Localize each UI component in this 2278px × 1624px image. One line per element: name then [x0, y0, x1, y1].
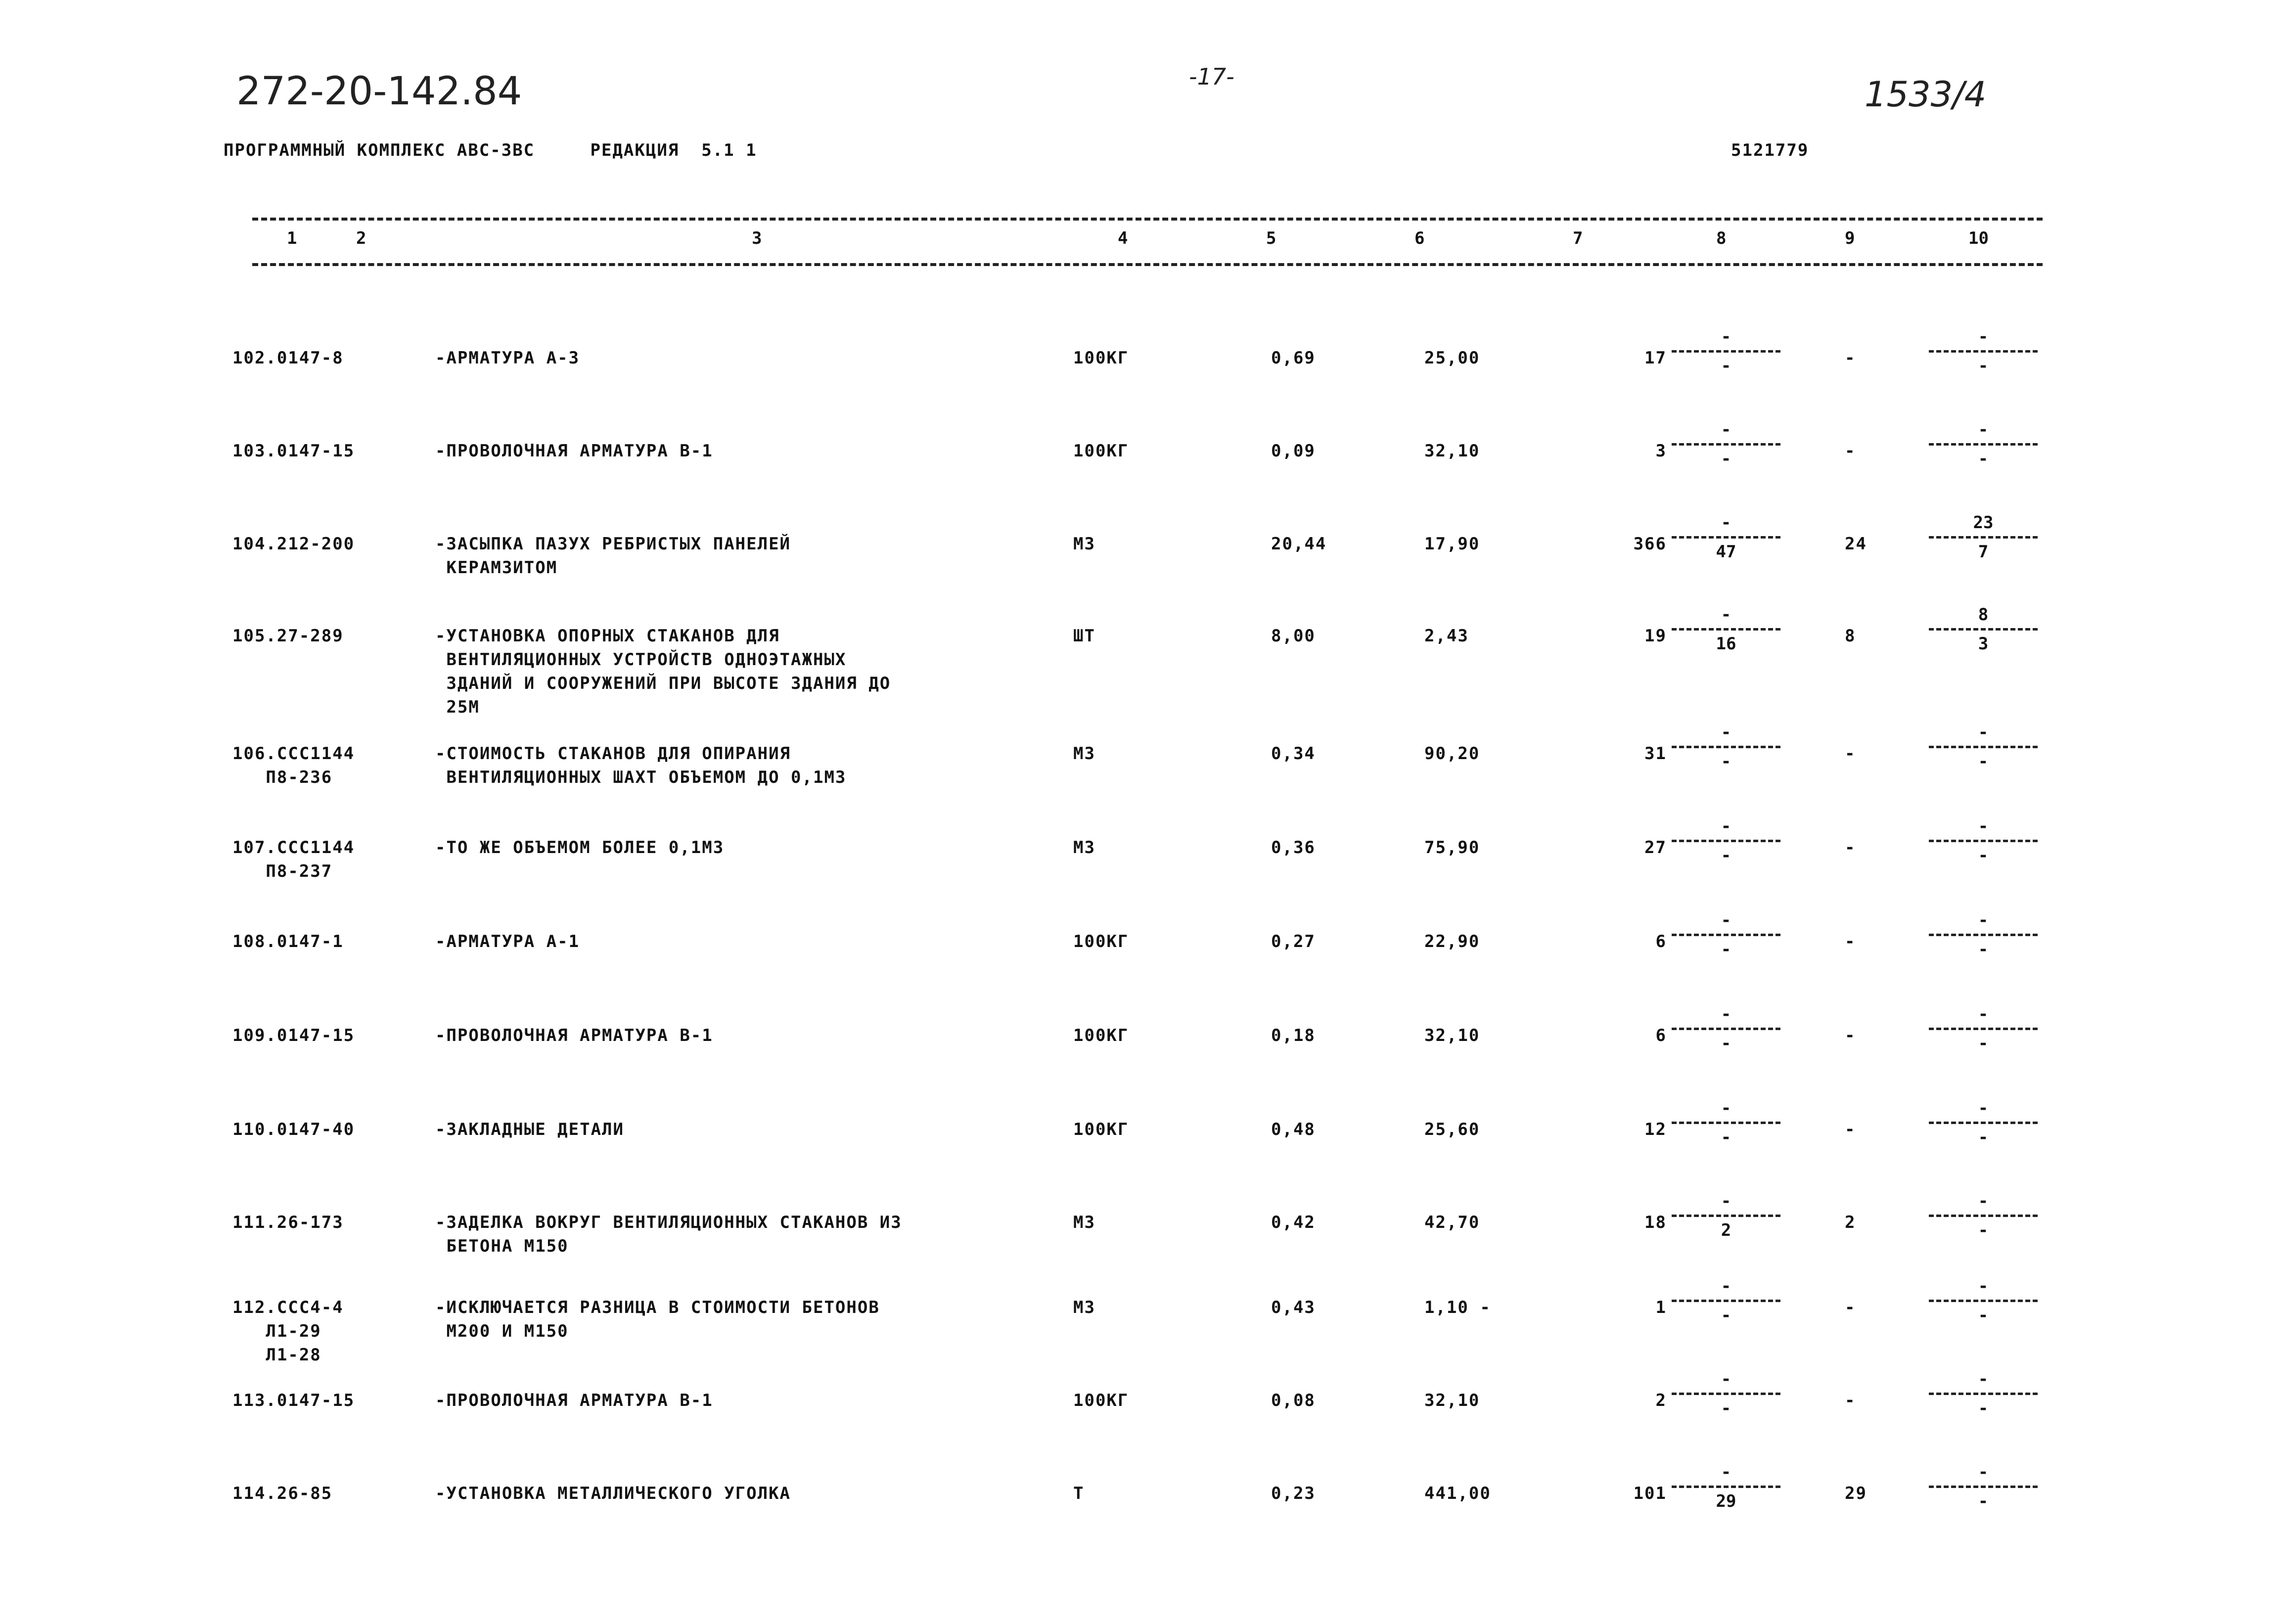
row-code: 108.0147-1: [232, 932, 344, 951]
row-code: 111.26-173: [232, 1213, 344, 1232]
row-col9: -: [1845, 838, 1856, 857]
col-8: 8: [1716, 228, 1727, 248]
row-total: 2: [1655, 1391, 1667, 1410]
row-price: 42,70: [1424, 1213, 1480, 1232]
row-description: -ТО ЖЕ ОБЪЕМОМ БОЛЕЕ 0,1М3: [435, 838, 725, 857]
row-price: 25,60: [1424, 1120, 1480, 1139]
col8-fraction: - 2: [1672, 1191, 1780, 1241]
col-4: 4: [1118, 228, 1128, 248]
col10-fraction: - -: [1929, 326, 2038, 376]
row-description: -АРМАТУРА А-1: [435, 932, 580, 951]
col8-fraction: - -: [1672, 1276, 1780, 1326]
col8-fraction: - -: [1672, 1004, 1780, 1054]
row-description: -ЗАДЕЛКА ВОКРУГ ВЕНТИЛЯЦИОННЫХ СТАКАНОВ ИЗ БЕТОНА М150: [435, 1213, 902, 1256]
row-total: 31: [1644, 744, 1667, 764]
row-description: -ПРОВОЛОЧНАЯ АРМАТУРА В-1: [435, 441, 713, 461]
col-10: 10: [1968, 228, 1989, 248]
row-unit: М3: [1073, 1298, 1095, 1317]
row-price: 32,10: [1424, 1026, 1480, 1045]
row-price: 441,00: [1424, 1484, 1491, 1503]
col10-fraction: - -: [1929, 910, 2038, 960]
row-quantity: 0,42: [1271, 1213, 1316, 1232]
row-code: 105.27-289: [232, 626, 344, 646]
col10-fraction: - -: [1929, 1004, 2038, 1054]
row-price: 2,43: [1424, 626, 1469, 646]
row-total: 27: [1644, 838, 1667, 857]
row-total: 19: [1644, 626, 1667, 646]
row-unit: М3: [1073, 838, 1095, 857]
col-9: 9: [1845, 228, 1855, 248]
col10-fraction: - -: [1929, 1369, 2038, 1419]
col10-fraction: - -: [1929, 722, 2038, 772]
row-col9: 29: [1845, 1484, 1867, 1503]
row-description: -АРМАТУРА А-3: [435, 348, 580, 368]
row-total: 17: [1644, 348, 1667, 368]
row-unit: 100КГ: [1073, 348, 1129, 368]
document-code: 272-20-142.84: [236, 69, 522, 114]
col10-fraction: 8 3: [1929, 604, 2038, 654]
row-col9: -: [1845, 441, 1856, 461]
row-unit: 100КГ: [1073, 1391, 1129, 1410]
row-unit: М3: [1073, 1213, 1095, 1232]
row-quantity: 8,00: [1271, 626, 1316, 646]
row-unit: ШТ: [1073, 626, 1095, 646]
row-code: 106.ССС1144 П8-236: [232, 744, 355, 787]
row-description: -ПРОВОЛОЧНАЯ АРМАТУРА В-1: [435, 1026, 713, 1045]
row-code: 103.0147-15: [232, 441, 355, 461]
row-quantity: 0,34: [1271, 744, 1316, 764]
row-code: 113.0147-15: [232, 1391, 355, 1410]
program-subtitle: ПРОГРАММНЫЙ КОМПЛЕКС АВС-ЗВС РЕДАКЦИЯ 5.1 1: [224, 140, 757, 160]
col-2: 2: [356, 228, 366, 248]
row-unit: М3: [1073, 534, 1095, 554]
row-quantity: 0,43: [1271, 1298, 1316, 1317]
col-7: 7: [1573, 228, 1583, 248]
row-description: -УСТАНОВКА МЕТАЛЛИЧЕСКОГО УГОЛКА: [435, 1484, 791, 1503]
row-col9: -: [1845, 1391, 1856, 1410]
sheet-number: 1533/4: [1865, 74, 1987, 115]
row-description: -ЗАСЫПКА ПАЗУХ РЕБРИСТЫХ ПАНЕЛЕЙ КЕРАМЗИТОМ: [435, 534, 791, 578]
row-quantity: 0,27: [1271, 932, 1316, 951]
row-unit: 100КГ: [1073, 1026, 1129, 1045]
row-unit: 100КГ: [1073, 441, 1129, 461]
row-quantity: 0,18: [1271, 1026, 1316, 1045]
row-description: -УСТАНОВКА ОПОРНЫХ СТАКАНОВ ДЛЯ ВЕНТИЛЯЦИОННЫХ УСТРОЙСТВ ОДНОЭТАЖНЫХ ЗДАНИЙ И СООРУЖЕНИЙ ПРИ ВЫСОТЕ ЗДАНИЯ ДО 25М: [435, 626, 891, 717]
row-quantity: 0,48: [1271, 1120, 1316, 1139]
row-description: -ПРОВОЛОЧНАЯ АРМАТУРА В-1: [435, 1391, 713, 1410]
row-price: 32,10: [1424, 441, 1480, 461]
row-price: 75,90: [1424, 838, 1480, 857]
col10-fraction: - -: [1929, 1276, 2038, 1326]
row-col9: -: [1845, 348, 1856, 368]
col-5: 5: [1266, 228, 1276, 248]
row-col9: -: [1845, 1298, 1856, 1317]
col-1: 1: [287, 228, 297, 248]
row-quantity: 0,23: [1271, 1484, 1316, 1503]
row-total: 101: [1633, 1484, 1667, 1503]
row-quantity: 0,69: [1271, 348, 1316, 368]
row-total: 1: [1655, 1298, 1667, 1317]
row-quantity: 20,44: [1271, 534, 1327, 554]
row-description: -ЗАКЛАДНЫЕ ДЕТАЛИ: [435, 1120, 624, 1139]
row-total: 3: [1655, 441, 1667, 461]
row-quantity: 0,36: [1271, 838, 1316, 857]
row-price: 32,10: [1424, 1391, 1480, 1410]
row-code: 104.212-200: [232, 534, 355, 554]
col8-fraction: - -: [1672, 1098, 1780, 1148]
row-total: 18: [1644, 1213, 1667, 1232]
row-col9: -: [1845, 1120, 1856, 1139]
col8-fraction: - -: [1672, 722, 1780, 772]
col8-fraction: - 47: [1672, 512, 1780, 562]
row-price: 90,20: [1424, 744, 1480, 764]
col10-fraction: 23 7: [1929, 512, 2038, 562]
row-price: 1,10 -: [1424, 1298, 1491, 1317]
row-code: 107.ССС1144 П8-237: [232, 838, 355, 881]
col10-fraction: - -: [1929, 419, 2038, 469]
row-code: 112.ССС4-4 Л1-29 Л1-28: [232, 1298, 344, 1365]
row-code: 114.26-85: [232, 1484, 333, 1503]
row-col9: 8: [1845, 626, 1856, 646]
col8-fraction: - -: [1672, 326, 1780, 376]
col8-fraction: - -: [1672, 1369, 1780, 1419]
row-col9: -: [1845, 932, 1856, 951]
header-rule-bottom: [252, 263, 2043, 266]
row-total: 12: [1644, 1120, 1667, 1139]
col8-fraction: - -: [1672, 910, 1780, 960]
row-code: 110.0147-40: [232, 1120, 355, 1139]
row-code: 102.0147-8: [232, 348, 344, 368]
row-price: 25,00: [1424, 348, 1480, 368]
col10-fraction: - -: [1929, 1191, 2038, 1241]
row-col9: 24: [1845, 534, 1867, 554]
row-description: -СТОИМОСТЬ СТАКАНОВ ДЛЯ ОПИРАНИЯ ВЕНТИЛЯЦИОННЫХ ШАХТ ОБЪЕМОМ ДО 0,1М3: [435, 744, 847, 787]
col8-fraction: - -: [1672, 816, 1780, 866]
serial-number: 5121779: [1731, 140, 1809, 160]
row-quantity: 0,09: [1271, 441, 1316, 461]
row-unit: 100КГ: [1073, 1120, 1129, 1139]
page-number: -17-: [1189, 63, 1234, 90]
row-code: 109.0147-15: [232, 1026, 355, 1045]
row-total: 6: [1655, 1026, 1667, 1045]
col-6: 6: [1414, 228, 1425, 248]
row-price: 22,90: [1424, 932, 1480, 951]
row-quantity: 0,08: [1271, 1391, 1316, 1410]
col10-fraction: - -: [1929, 816, 2038, 866]
row-col9: -: [1845, 1026, 1856, 1045]
col10-fraction: - -: [1929, 1462, 2038, 1512]
col10-fraction: - -: [1929, 1098, 2038, 1148]
row-col9: 2: [1845, 1213, 1856, 1232]
row-col9: -: [1845, 744, 1856, 764]
col-3: 3: [752, 228, 762, 248]
header-rule-top: [252, 218, 2043, 221]
col8-fraction: - 16: [1672, 604, 1780, 654]
row-total: 366: [1633, 534, 1667, 554]
row-unit: Т: [1073, 1484, 1085, 1503]
row-description: -ИСКЛЮЧАЕТСЯ РАЗНИЦА В СТОИМОСТИ БЕТОНОВ М200 И М150: [435, 1298, 880, 1341]
row-total: 6: [1655, 932, 1667, 951]
col8-fraction: - -: [1672, 419, 1780, 469]
row-unit: 100КГ: [1073, 932, 1129, 951]
row-unit: М3: [1073, 744, 1095, 764]
row-price: 17,90: [1424, 534, 1480, 554]
col8-fraction: - 29: [1672, 1462, 1780, 1512]
